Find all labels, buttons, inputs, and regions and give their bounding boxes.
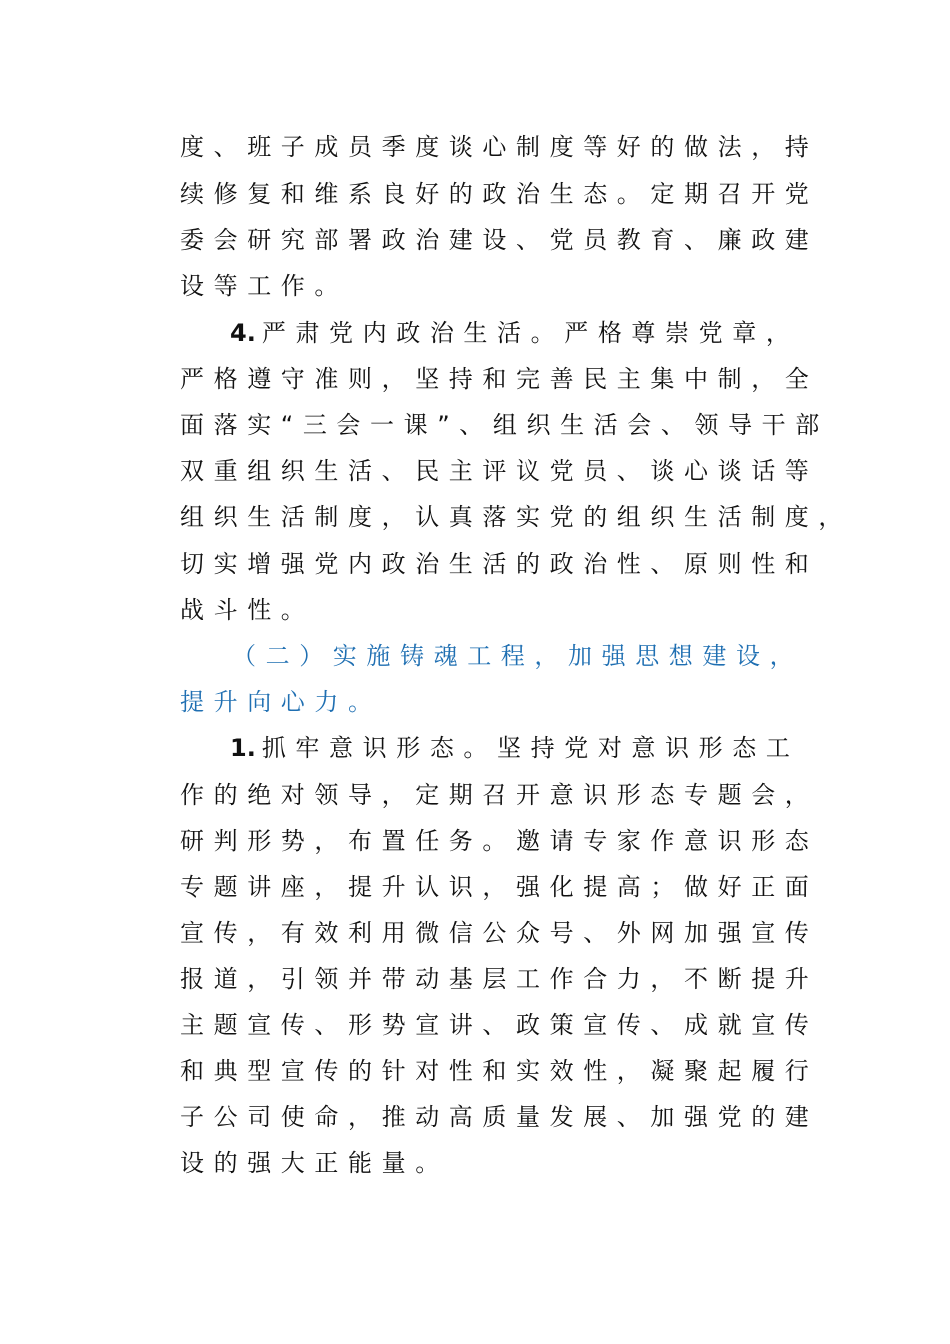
paragraph-item-4-first-line — [230, 316, 799, 350]
text-line: 子公司使命，推动高质量发展、加强党的建 — [180, 1103, 819, 1131]
text-line: 和典型宣传的针对性和实效性，凝聚起履行 — [180, 1057, 819, 1085]
text-line: 严肃党内政治生活。严格尊崇党章， — [261, 319, 800, 347]
text-line: 主题宣传、形势宣讲、政策宣传、成就宣传 — [180, 1011, 819, 1039]
text-line: 抓牢意识形态。坚持党对意识形态工 — [261, 734, 800, 762]
text-line: 组织生活制度，认真落实党的组织生活制度， — [180, 503, 852, 531]
text-line: 度、班子成员季度谈心制度等好的做法，持 — [180, 133, 819, 161]
item-number: 4. — [230, 319, 256, 347]
text-line: 作的绝对领导，定期召开意识形态专题会， — [180, 781, 819, 809]
text-line: 切实增强党内政治生活的政治性、原则性和 — [180, 550, 819, 578]
text-line: 设等工作。 — [180, 272, 348, 300]
text-line: 双重组织生活、民主评议党员、谈心谈话等 — [180, 457, 819, 485]
section-heading-continued: 提升向心力。 — [180, 688, 382, 716]
text-line: 专题讲座，提升认识，强化提高；做好正面 — [180, 873, 819, 901]
text-line: 报道，引领并带动基层工作合力，不断提升 — [180, 965, 819, 993]
text-line: 委会研究部署政治建设、党员教育、廉政建 — [180, 226, 819, 254]
text-line: 续修复和维系良好的政治生态。定期召开党 — [180, 180, 819, 208]
text-line: 战斗性。 — [180, 596, 315, 624]
text-line: 设的强大正能量。 — [180, 1149, 449, 1177]
text-line: 严格遵守准则，坚持和完善民主集中制，全 — [180, 365, 819, 393]
item-number: 1. — [230, 734, 256, 762]
text-line: 面落实“三会一课”、组织生活会、领导干部 — [180, 411, 829, 439]
paragraph-item-1-first-line — [230, 731, 799, 765]
text-line: 宣传，有效利用微信公众号、外网加强宣传 — [180, 919, 819, 947]
text-line: 研判形势，布置任务。邀请专家作意识形态 — [180, 827, 819, 855]
section-heading: （二）实施铸魂工程，加强思想建设， — [232, 642, 804, 670]
